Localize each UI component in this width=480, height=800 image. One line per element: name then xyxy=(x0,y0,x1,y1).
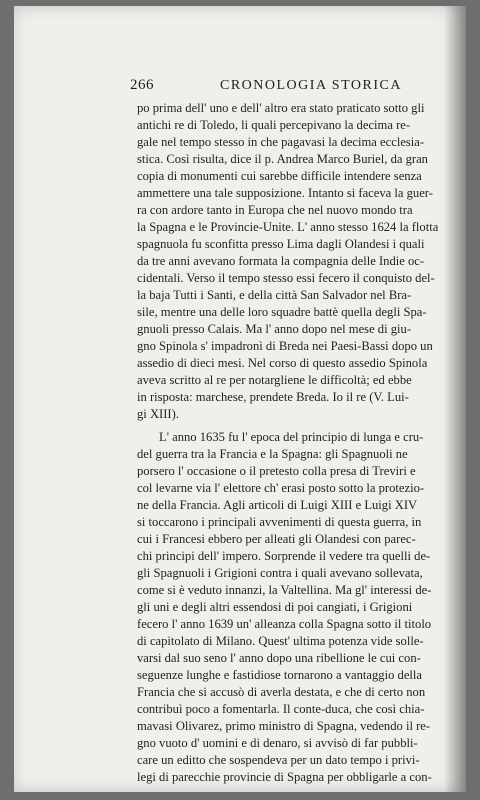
text-line: aveva scritto al re per notargliene le difficoltà; ed ebbe xyxy=(137,373,412,387)
text-line: L' anno 1635 fu l' epoca del principio di lunga e cru- xyxy=(159,430,424,444)
text-line: come si è veduto innanzi, la Valtellina. Ma gl' interessi de- xyxy=(137,583,432,597)
text-line: ra con ardore tanto in Europa che nel nuovo mondo tra xyxy=(137,203,413,217)
text-line: chi principi dell' impero. Sorprende il vedere tra quelli de- xyxy=(137,549,431,563)
text-line: seguenze lunghe e fastidiose tornarono a vantaggio della xyxy=(137,668,423,682)
text-line: di capitolato di Milano. Quest' ultima potenza vide solle- xyxy=(137,634,424,648)
text-line: contribuì poco a fomentarla. Il conte-duca, che così chia- xyxy=(137,702,425,716)
text-line: Francia che si accusò di averla destata, e che di certo non xyxy=(137,685,426,699)
text-line: gno vuoto d' uomini e di denaro, si avvisò di far pubbli- xyxy=(137,736,418,750)
text-line: in risposta: marchese, prendete Breda. Io il re (V. Lui- xyxy=(137,390,409,404)
text-line: gale nel tempo stesso in che pagavasi la decima ecclesia- xyxy=(137,135,425,149)
text-line: gli uni e degli altri essendosi di poi cangiati, i Grigioni xyxy=(137,600,413,614)
text-line: da tre anni avevano formata la compagnia delle Indie oc- xyxy=(137,254,425,268)
text-line: assedio di dieci mesi. Nel corso di questo assedio Spinola xyxy=(137,356,428,370)
text-line: ne della Francia. Agli articoli di Luigi XIII e Luigi XIV xyxy=(137,498,418,512)
text-line: la baja Tutti i Santi, e della città San Salvador nel Bra- xyxy=(137,288,412,302)
text-line: col levarne via l' elettore ch' erasi posto sotto la protezio- xyxy=(137,481,425,495)
text-line: ammettere una tale supposizione. Intanto si faceva la guer- xyxy=(137,186,433,200)
text-line: gli Spagnuoli i Grigioni contra i quali avevano sollevata, xyxy=(137,566,423,580)
page-header xyxy=(120,77,460,99)
book-page xyxy=(14,6,466,792)
paragraph-1 xyxy=(137,100,467,423)
running-title: CRONOLOGIA STORICA xyxy=(220,78,402,93)
text-line: care un editto che sospendeva per un dato tempo i privi- xyxy=(137,753,420,767)
paragraph-2 xyxy=(137,429,467,786)
text-line: legi di parecchie provincie di Spagna per obbligarle a con- xyxy=(137,770,432,784)
text-line: spagnuola fu sconfitta presso Lima dagli Olandesi i quali xyxy=(137,237,425,251)
text-line: antichi re di Toledo, li quali percepivano la decima re- xyxy=(137,118,411,132)
text-line: cidentali. Verso il tempo stesso essi fecero il conquisto del- xyxy=(137,271,435,285)
text-line: del guerra tra la Francia e la Spagna: gli Spagnuoli ne xyxy=(137,447,408,461)
text-line: gi XIII). xyxy=(137,407,179,421)
text-line: porsero l' occasione o il pretesto colla presa di Treviri e xyxy=(137,464,416,478)
text-line: gnuoli presso Calais. Ma l' anno dopo nel mese di giu- xyxy=(137,322,412,336)
text-line: mavasi Olivarez, primo ministro di Spagna, vedendo il re- xyxy=(137,719,431,733)
text-line: stica. Così risulta, dice il p. Andrea Marco Buriel, da gran xyxy=(137,152,428,166)
page-number: 266 xyxy=(130,77,154,93)
text-line: varsi dal suo seno l' anno dopo una ribellione le cui con- xyxy=(137,651,421,665)
text-line: copia di monumenti cui sarebbe difficile intendere senza xyxy=(137,169,422,183)
text-line: cui i Francesi ebbero per alleati gli Olandesi con parec- xyxy=(137,532,416,546)
body-text xyxy=(137,100,467,786)
text-line: fecero l' anno 1639 un' alleanza colla Spagna sotto il titolo xyxy=(137,617,432,631)
text-line: si toccarono i principali avvenimenti di questa guerra, in xyxy=(137,515,422,529)
text-line: sile, mentre una delle loro squadre battè quella degli Spa- xyxy=(137,305,427,319)
text-line: gno Spinola s' impadronì di Breda nei Paesi-Bassi dopo un xyxy=(137,339,433,353)
text-line: po prima dell' uno e dell' altro era stato praticato sotto gli xyxy=(137,101,425,115)
text-line: la Spagna e le Provincie-Unite. L' anno stesso 1624 la flotta xyxy=(137,220,439,234)
